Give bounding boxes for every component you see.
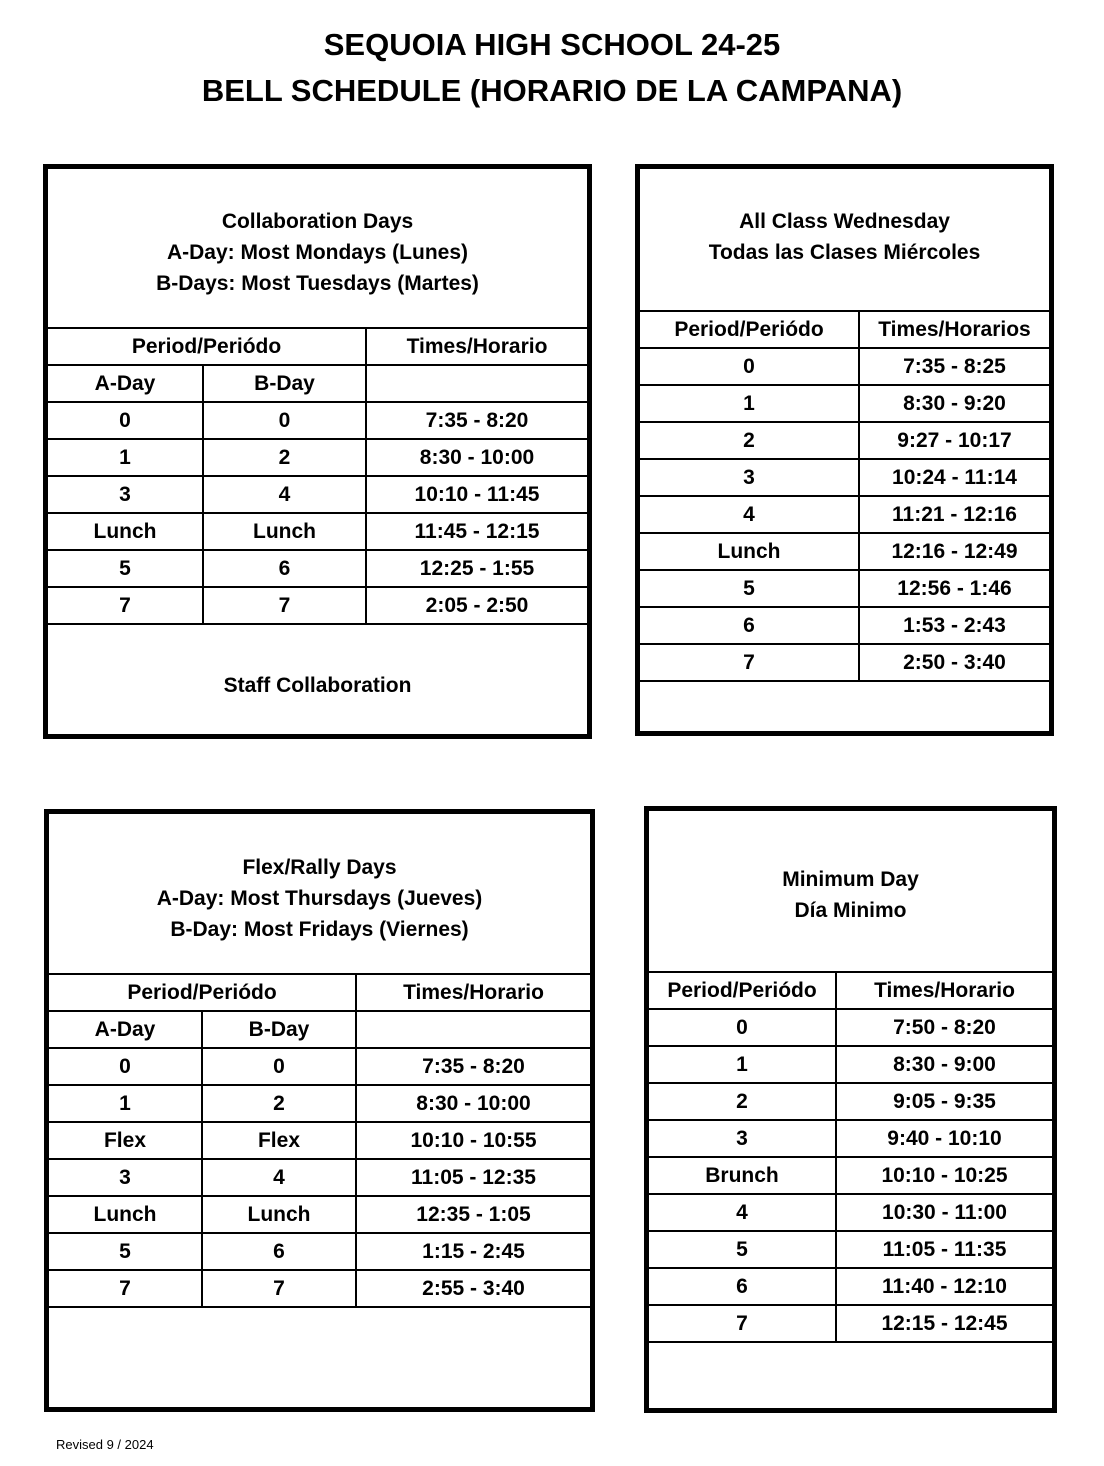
table-header-row (49, 974, 590, 1011)
heading-line: Flex/Rally Days (242, 856, 397, 879)
heading-line: A-Day: Most Mondays (Lunes) (166, 241, 468, 264)
table-cell: 6 (640, 607, 859, 644)
table-row (649, 1231, 1052, 1268)
table-row (640, 385, 1049, 422)
table-cell: 4 (203, 476, 366, 513)
table-cell: 3 (49, 1159, 202, 1196)
table-row (640, 422, 1049, 459)
page-subtitle: BELL SCHEDULE (HORARIO DE LA CAMPANA) (201, 73, 903, 108)
empty-cell (356, 1011, 590, 1048)
table-cell: 4 (649, 1194, 836, 1231)
flex-table (49, 973, 590, 1308)
blank-cell (649, 1342, 1052, 1378)
all-class-wednesday-schedule (635, 164, 1054, 736)
collaboration-heading (48, 206, 587, 299)
table-header-row (48, 328, 587, 365)
table-row (49, 1085, 590, 1122)
table-cell: 2 (202, 1085, 356, 1122)
heading-line: A-Day: Most Thursdays (Jueves) (156, 887, 483, 910)
table-cell: 1 (649, 1046, 836, 1083)
table-cell: 10:10 - 10:25 (836, 1157, 1052, 1194)
heading-line: Día Minimo (794, 899, 907, 922)
table-row (640, 570, 1049, 607)
flex-rally-days-schedule (44, 809, 595, 1412)
table-cell: 1 (640, 385, 859, 422)
table-cell: Lunch (640, 533, 859, 570)
table-row (49, 1270, 590, 1307)
table-header-row (649, 972, 1052, 1009)
blank-row (640, 681, 1049, 717)
subheader-a-day: A-Day (49, 1011, 202, 1048)
collaboration-days-schedule (43, 164, 592, 739)
table-cell: 6 (203, 550, 366, 587)
table-row (649, 1194, 1052, 1231)
table-cell: 0 (202, 1048, 356, 1085)
table-row (649, 1083, 1052, 1120)
table-cell: 5 (49, 1233, 202, 1270)
table-cell: 7:50 - 8:20 (836, 1009, 1052, 1046)
page-title: SEQUOIA HIGH SCHOOL 24-25 (323, 27, 781, 62)
table-cell: 8:30 - 9:20 (859, 385, 1049, 422)
table-cell: 7 (202, 1270, 356, 1307)
table-cell: 1 (49, 1085, 202, 1122)
table-cell: Lunch (202, 1196, 356, 1233)
flex-rows (49, 1048, 590, 1307)
wednesday-table (640, 310, 1049, 717)
table-row (640, 533, 1049, 570)
subheader-b-day: B-Day (202, 1011, 356, 1048)
table-cell: 7:35 - 8:20 (356, 1048, 590, 1085)
table-header-row (640, 311, 1049, 348)
table-row (640, 644, 1049, 681)
table-row (649, 1157, 1052, 1194)
table-row (640, 459, 1049, 496)
table-cell: 3 (48, 476, 203, 513)
table-cell: 8:30 - 10:00 (356, 1085, 590, 1122)
heading-line: B-Day: Most Fridays (Viernes) (170, 918, 469, 941)
table-row (640, 607, 1049, 644)
table-row (649, 1120, 1052, 1157)
blank-row (649, 1342, 1052, 1378)
table-row (640, 496, 1049, 533)
table-row (649, 1046, 1052, 1083)
table-cell: 0 (203, 402, 366, 439)
table-cell: Lunch (48, 513, 203, 550)
table-cell: 5 (640, 570, 859, 607)
blank-cell (640, 681, 1049, 717)
table-row (48, 587, 587, 624)
empty-cell (366, 365, 587, 402)
table-cell: 1:53 - 2:43 (859, 607, 1049, 644)
table-row (649, 1009, 1052, 1046)
column-header-times: Times/Horario (366, 328, 587, 365)
table-cell: 10:10 - 10:55 (356, 1122, 590, 1159)
table-cell: 2 (649, 1083, 836, 1120)
table-cell: 12:16 - 12:49 (859, 533, 1049, 570)
table-subheader-row (48, 365, 587, 402)
table-cell: 2:05 - 2:50 (366, 587, 587, 624)
table-row (49, 1159, 590, 1196)
table-cell: 11:21 - 12:16 (859, 496, 1049, 533)
table-cell: 10:10 - 11:45 (366, 476, 587, 513)
column-header-times: Times/Horarios (859, 311, 1049, 348)
column-header-period: Period/Periódo (649, 972, 836, 1009)
table-cell: 11:45 - 12:15 (366, 513, 587, 550)
table-cell: 12:56 - 1:46 (859, 570, 1049, 607)
table-cell: 10:24 - 11:14 (859, 459, 1049, 496)
table-subheader-row (49, 1011, 590, 1048)
flex-heading (49, 852, 590, 945)
column-header-period: Period/Periódo (640, 311, 859, 348)
table-row (649, 1305, 1052, 1342)
table-cell: 1 (48, 439, 203, 476)
table-row (49, 1196, 590, 1233)
table-cell: 0 (49, 1048, 202, 1085)
table-cell: Flex (49, 1122, 202, 1159)
table-cell: 2:55 - 3:40 (356, 1270, 590, 1307)
table-cell: Lunch (203, 513, 366, 550)
subheader-b-day: B-Day (203, 365, 366, 402)
table-cell: 3 (640, 459, 859, 496)
heading-line: Todas las Clases Miércoles (708, 241, 981, 264)
table-cell: 7:35 - 8:25 (859, 348, 1049, 385)
table-row (49, 1048, 590, 1085)
table-cell: Brunch (649, 1157, 836, 1194)
table-cell: 1:15 - 2:45 (356, 1233, 590, 1270)
column-header-period: Period/Periódo (48, 328, 366, 365)
table-row (640, 348, 1049, 385)
table-cell: 7 (49, 1270, 202, 1307)
table-cell: 7 (203, 587, 366, 624)
table-cell: 0 (649, 1009, 836, 1046)
table-cell: 3 (649, 1120, 836, 1157)
table-cell: 11:40 - 12:10 (836, 1268, 1052, 1305)
wednesday-heading (640, 206, 1049, 268)
heading-line: All Class Wednesday (739, 210, 950, 233)
table-cell: 5 (649, 1231, 836, 1268)
table-cell: 8:30 - 9:00 (836, 1046, 1052, 1083)
table-row (48, 439, 587, 476)
column-header-times: Times/Horario (836, 972, 1052, 1009)
revision-note: Revised 9 / 2024 (56, 1437, 154, 1452)
minimum-day-schedule (644, 806, 1057, 1413)
table-cell: Flex (202, 1122, 356, 1159)
table-cell: 7 (640, 644, 859, 681)
table-cell: 11:05 - 11:35 (836, 1231, 1052, 1268)
table-row (49, 1233, 590, 1270)
table-cell: 2 (203, 439, 366, 476)
table-row (49, 1122, 590, 1159)
table-cell: 2:50 - 3:40 (859, 644, 1049, 681)
table-cell: 7:35 - 8:20 (366, 402, 587, 439)
staff-collaboration-label: Staff Collaboration (223, 674, 412, 697)
table-cell: Lunch (49, 1196, 202, 1233)
table-cell: 7 (48, 587, 203, 624)
table-cell: 4 (640, 496, 859, 533)
table-row (649, 1268, 1052, 1305)
table-cell: 12:25 - 1:55 (366, 550, 587, 587)
table-row (48, 476, 587, 513)
wednesday-rows (640, 348, 1049, 717)
table-cell: 7 (649, 1305, 836, 1342)
column-header-times: Times/Horario (356, 974, 590, 1011)
table-cell: 8:30 - 10:00 (366, 439, 587, 476)
column-header-period: Period/Periódo (49, 974, 356, 1011)
table-row (48, 550, 587, 587)
heading-line: Minimum Day (782, 868, 919, 891)
table-cell: 4 (202, 1159, 356, 1196)
minimum-heading (649, 864, 1052, 926)
table-cell: 2 (640, 422, 859, 459)
table-cell: 0 (640, 348, 859, 385)
table-cell: 6 (202, 1233, 356, 1270)
table-cell: 10:30 - 11:00 (836, 1194, 1052, 1231)
table-cell: 0 (48, 402, 203, 439)
minimum-table (649, 971, 1052, 1378)
table-row (48, 513, 587, 550)
collaboration-table (48, 327, 587, 625)
heading-line: B-Days: Most Tuesdays (Martes) (156, 272, 479, 295)
table-cell: 6 (649, 1268, 836, 1305)
table-cell: 9:27 - 10:17 (859, 422, 1049, 459)
table-cell: 5 (48, 550, 203, 587)
minimum-rows (649, 1009, 1052, 1378)
table-row (48, 402, 587, 439)
subheader-a-day: A-Day (48, 365, 203, 402)
heading-line: Collaboration Days (221, 210, 414, 233)
table-cell: 9:05 - 9:35 (836, 1083, 1052, 1120)
table-cell: 9:40 - 10:10 (836, 1120, 1052, 1157)
collaboration-rows (48, 402, 587, 624)
table-cell: 12:35 - 1:05 (356, 1196, 590, 1233)
table-cell: 11:05 - 12:35 (356, 1159, 590, 1196)
table-cell: 12:15 - 12:45 (836, 1305, 1052, 1342)
